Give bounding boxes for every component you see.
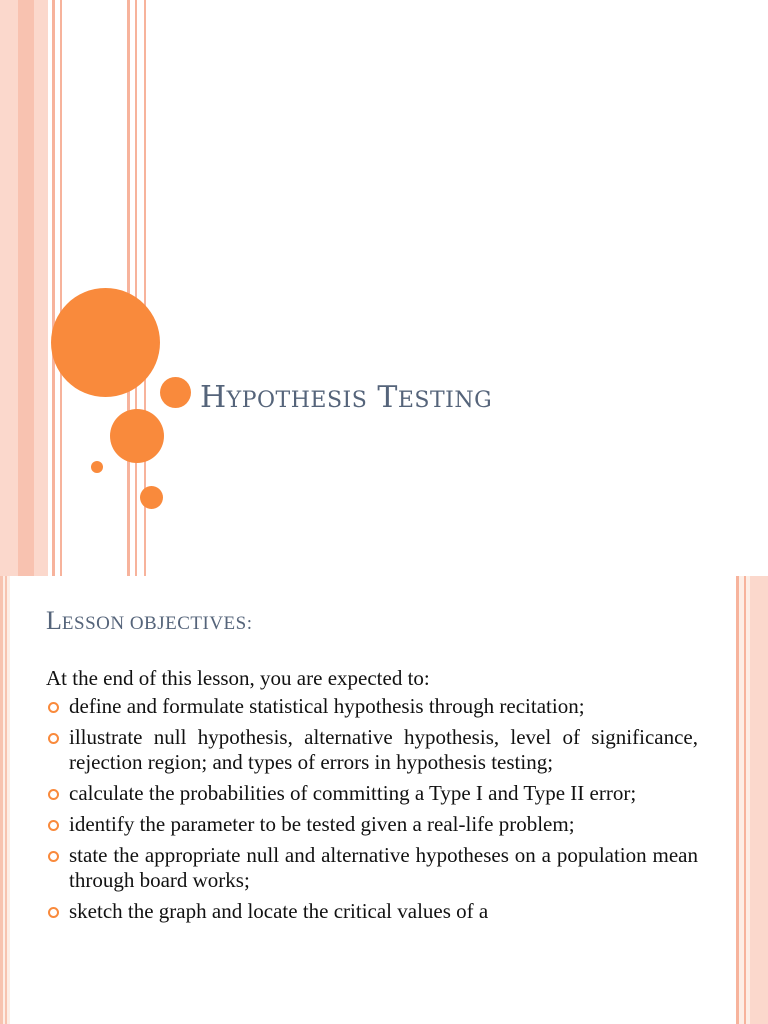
- list-item: [46, 899, 698, 924]
- objectives-list: [46, 694, 698, 930]
- circle-bullet-icon: [48, 820, 59, 831]
- decorative-line: [135, 0, 137, 576]
- list-item: [46, 694, 698, 719]
- objective-text: sketch the graph and locate the critical values of a: [69, 899, 489, 923]
- slide-title: HYPOTHESIS TESTING: [200, 380, 493, 415]
- list-item: [46, 812, 698, 837]
- slide-heading: LESSON OBJECTIVES:: [46, 606, 253, 635]
- objective-text: illustrate null hypothesis, alternative hypothesis, level of significance, rejection region; and types of errors in hypothesis testing;: [69, 725, 698, 774]
- objective-text: define and formulate statistical hypothesis through recitation;: [69, 694, 585, 718]
- circle-bullet-icon: [48, 733, 59, 744]
- objective-text: identify the parameter to be tested given a real-life problem;: [69, 812, 575, 836]
- circle-bullet-icon: [48, 851, 59, 862]
- small-circle-decoration: [140, 486, 163, 509]
- large-circle-decoration: [51, 288, 160, 397]
- decorative-line: [5, 576, 7, 1024]
- objectives-slide: [0, 576, 768, 1024]
- small-circle-decoration: [160, 377, 191, 408]
- objective-text: calculate the probabilities of committing a Type I and Type II error;: [69, 781, 637, 805]
- list-item: [46, 843, 698, 893]
- decorative-line: [736, 576, 739, 1024]
- decorative-band: [750, 576, 768, 1024]
- list-item: [46, 725, 698, 775]
- decorative-line: [0, 576, 3, 1024]
- decorative-line: [127, 0, 130, 576]
- circle-bullet-icon: [48, 702, 59, 713]
- decorative-line: [52, 0, 55, 576]
- decorative-band-inner: [18, 0, 34, 576]
- tiny-circle-decoration: [91, 461, 103, 473]
- decorative-line: [744, 576, 746, 1024]
- decorative-line: [60, 0, 62, 576]
- intro-text: At the end of this lesson, you are expected to:: [46, 666, 430, 690]
- circle-bullet-icon: [48, 907, 59, 918]
- circle-bullet-icon: [48, 789, 59, 800]
- medium-circle-decoration: [110, 409, 164, 463]
- objective-text: state the appropriate null and alternative hypotheses on a population mean through board works;: [69, 843, 698, 892]
- list-item: [46, 781, 698, 806]
